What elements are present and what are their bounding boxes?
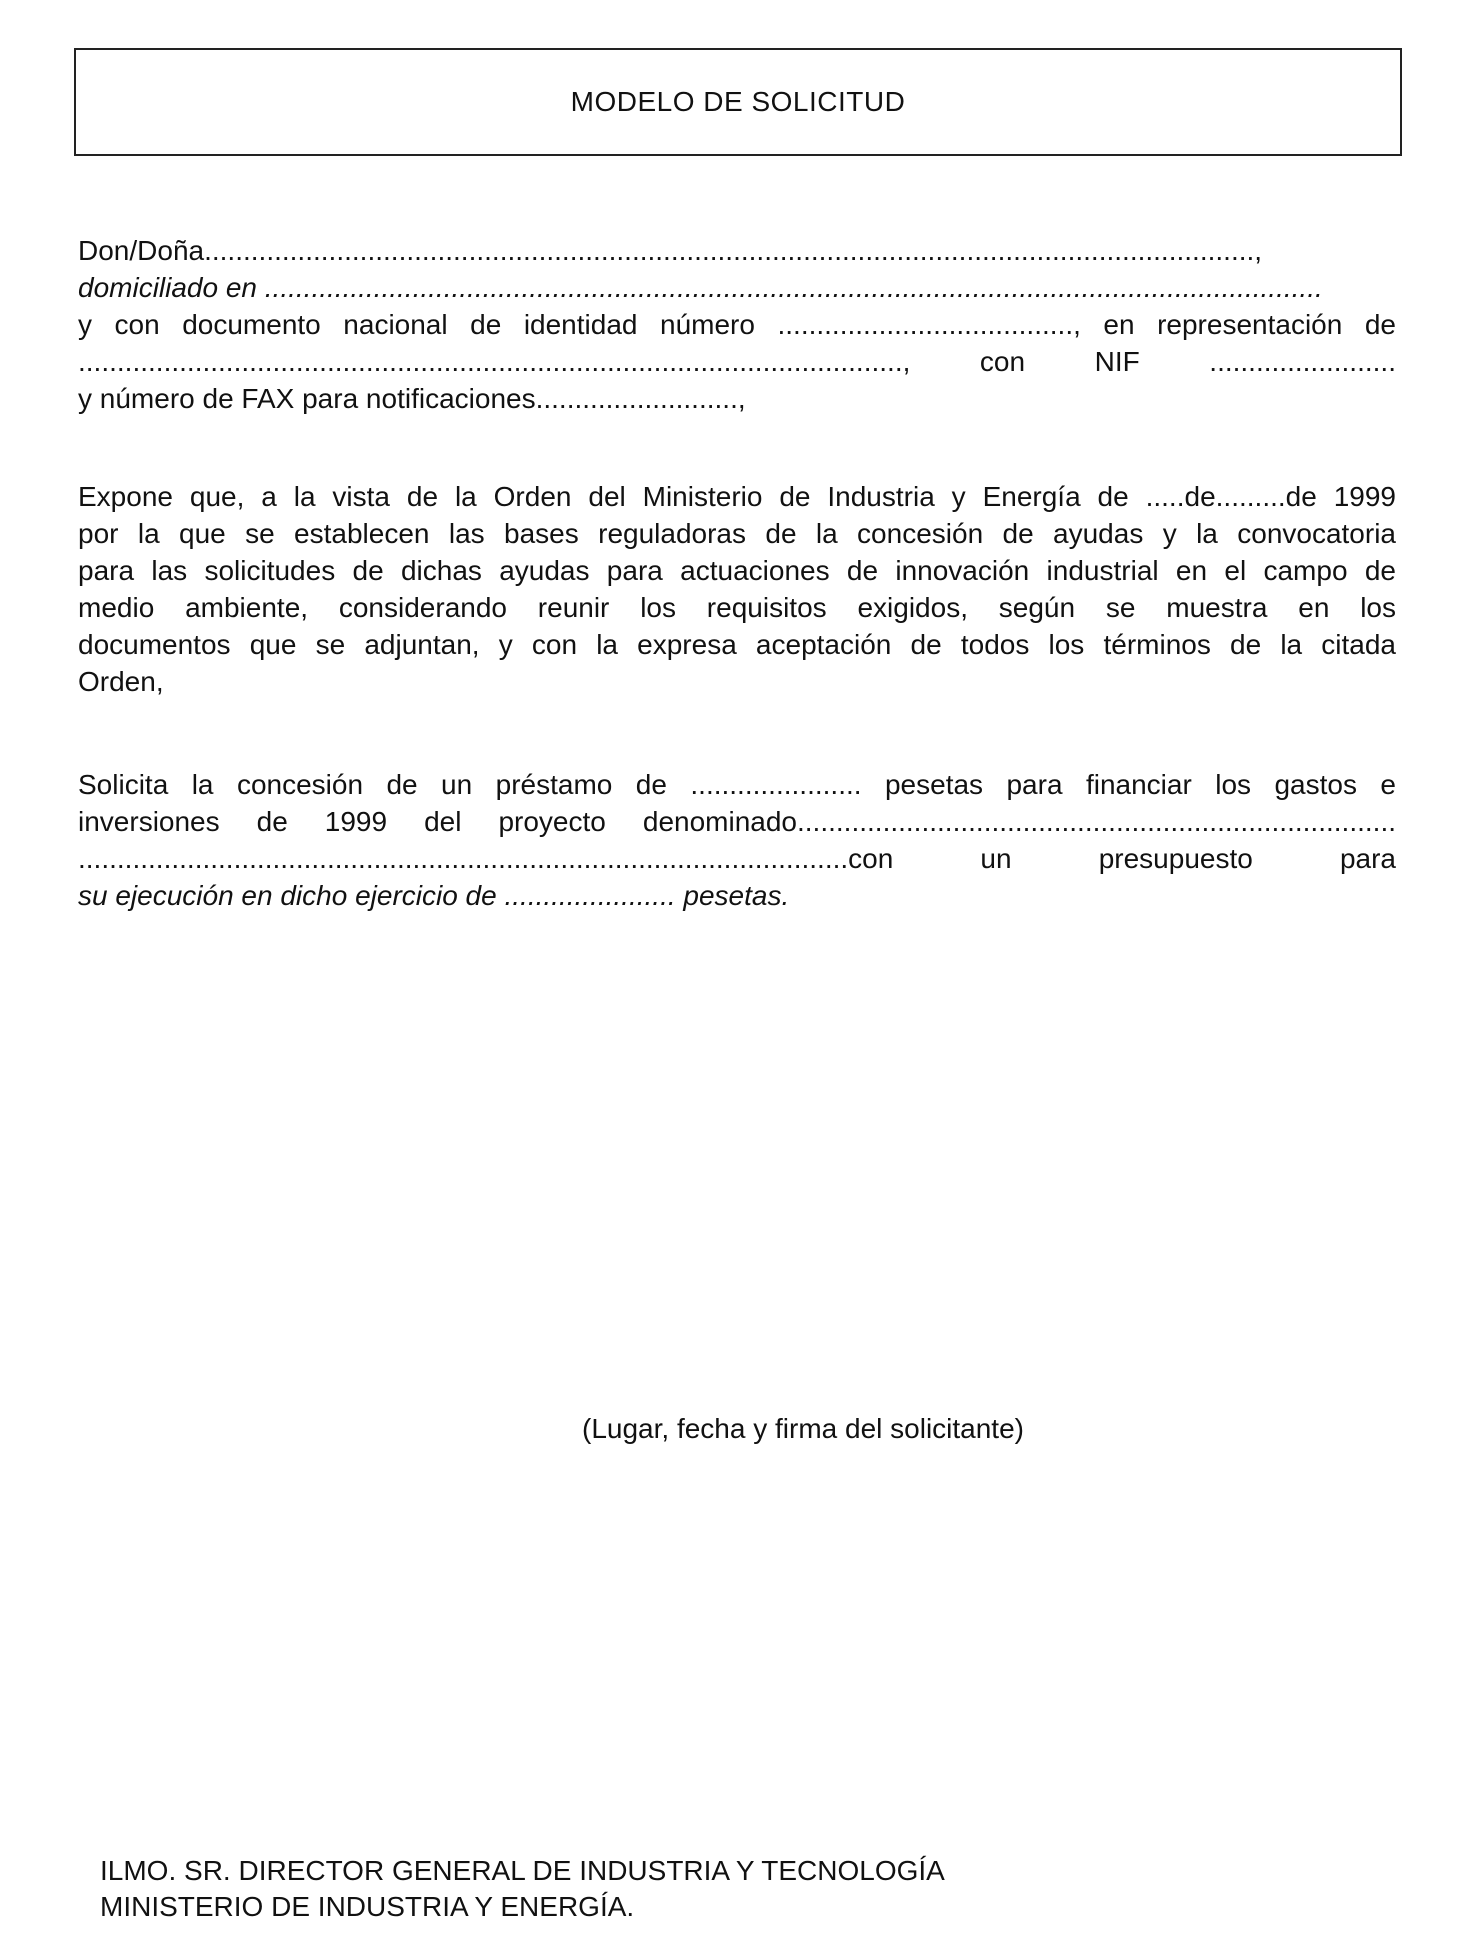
identification-paragraph xyxy=(78,232,1396,417)
form-title: MODELO DE SOLICITUD xyxy=(570,86,906,117)
expone-line: por la que se establecen las bases reguladoras de la concesión de ayudas y la convocatoria xyxy=(78,518,1396,549)
identification-line-dni: y con documento nacional de identidad número ......................................, en representación de xyxy=(78,309,1396,340)
title-box xyxy=(74,48,1402,156)
expone-line: Expone que, a la vista de la Orden del Ministerio de Industria y Energía de .....de.........de 1999 xyxy=(78,481,1396,512)
identification-line-name: Don/Doña......................................................................................................................................., xyxy=(78,235,1263,266)
addressee-title: ILMO. SR. DIRECTOR GENERAL DE INDUSTRIA Y TECNOLOGÍA xyxy=(100,1855,945,1886)
addressee-ministry: MINISTERIO DE INDUSTRIA Y ENERGÍA. xyxy=(100,1891,635,1922)
identification-line-fax: y número de FAX para notificaciones.........................., xyxy=(78,383,746,414)
identification-line-nif: .........................................................................................................., con NIF ........................ xyxy=(78,346,1396,377)
solicita-paragraph xyxy=(78,766,1396,914)
addressee-block xyxy=(100,1853,945,1925)
expone-line: medio ambiente, considerando reunir los requisitos exigidos, según se muestra en los xyxy=(78,592,1396,623)
expone-line: documentos que se adjuntan, y con la expresa aceptación de todos los términos de la citada xyxy=(78,629,1396,660)
expone-paragraph xyxy=(78,478,1396,700)
solicita-line: Solicita la concesión de un préstamo de ...................... pesetas para financiar los gastos e xyxy=(78,769,1396,800)
solicita-last-line: su ejecución en dicho ejercicio de ...................... pesetas. xyxy=(78,880,790,911)
expone-last-line: Orden, xyxy=(78,666,164,697)
solicita-line: inversiones de 1999 del proyecto denominado............................................................................. xyxy=(78,806,1396,837)
identification-line-domicile: domiciliado en ........................................................................................................................................ xyxy=(78,272,1323,303)
signature-caption: (Lugar, fecha y firma del solicitante) xyxy=(582,1413,1024,1444)
expone-line: para las solicitudes de dichas ayudas para actuaciones de innovación industrial en el campo de xyxy=(78,555,1396,586)
solicita-line: ...................................................................................................con un presupuesto para xyxy=(78,843,1396,874)
